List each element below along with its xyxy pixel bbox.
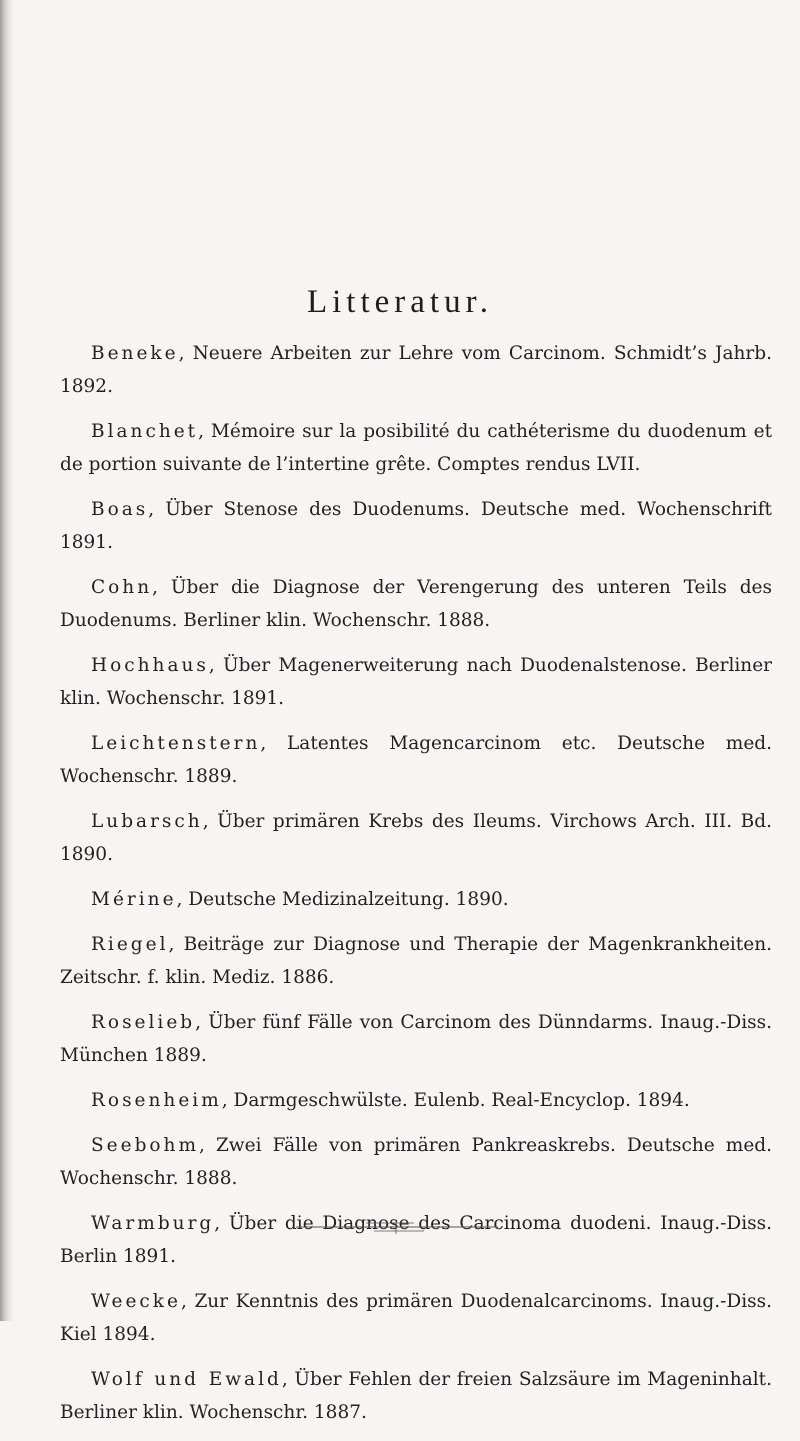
bibliography-entry — [60, 493, 772, 559]
bibliography-entry — [60, 928, 772, 994]
entry-author: Seebohm — [91, 1135, 200, 1156]
entry-author: Roselieb — [91, 1012, 196, 1033]
bibliography-entry — [60, 1285, 772, 1351]
entry-text: , Mémoire sur la posibilité du cathéterisme du duodenum et de portion suivante de l’intertine grête. Comptes rendus LVII. — [60, 421, 772, 475]
entry-author: Warmburg — [91, 1213, 215, 1234]
entry-text: , Deutsche Medizinalzeitung. 1890. — [176, 889, 509, 910]
bibliography-entry — [60, 727, 772, 793]
entry-author: Wolf und Ewald — [91, 1369, 282, 1390]
entry-text: , Zur Kenntnis des primären Duodenalcarcinoms. Inaug.-Diss. Kiel 1894. — [60, 1291, 772, 1345]
entry-author: Hochhaus — [91, 655, 209, 676]
bibliography-entry — [60, 1363, 772, 1429]
entry-author: Beneke — [91, 343, 179, 364]
page-title: Litteratur. — [306, 284, 494, 321]
entry-author: Weecke — [91, 1291, 181, 1312]
entry-text: , Neuere Arbeiten zur Lehre vom Carcinom. Schmidt’s Jahrb. 1892. — [60, 343, 772, 397]
page-binding-edge — [0, 0, 14, 1321]
entry-author: Rosenheim — [91, 1090, 222, 1111]
entry-text: , Über die Diagnose der Verengerung des unteren Teils des Duodenums. Berliner klin. Wochenschr. 1888. — [60, 577, 772, 631]
entry-text: , Beiträge zur Diagnose und Therapie der Magenkrankheiten. Zeitschr. f. klin. Mediz. 1886. — [60, 934, 772, 988]
bibliography-entry — [60, 571, 772, 637]
bibliography-entry — [60, 1129, 772, 1195]
entry-author: Cohn — [91, 577, 153, 598]
entry-text: , Über Fehlen der freien Salzsäure im Mageninhalt. Berliner klin. Wochenschr. 1887. — [60, 1369, 772, 1423]
bibliography-entry — [60, 415, 772, 481]
entry-text: , Über die Diagnose des Carcinoma duodeni. Inaug.-Diss. Berlin 1891. — [60, 1213, 772, 1267]
entry-text: , Über Stenose des Duodenums. Deutsche med. Wochenschrift 1891. — [60, 499, 772, 553]
bibliography-list — [60, 337, 772, 1441]
entry-text: , Über Magenerweiterung nach Duodenalstenose. Berliner klin. Wochenschr. 1891. — [60, 655, 772, 709]
bibliography-entry — [60, 1084, 772, 1117]
entry-text: , Latentes Magencarcinom etc. Deutsche med. Wochenschr. 1889. — [60, 733, 772, 787]
entry-author: Mérine — [91, 889, 177, 910]
entry-text: , Darmgeschwülste. Eulenb. Real-Encyclop. 1894. — [221, 1090, 690, 1111]
entry-text: , Über fünf Fälle von Carcinom des Dünndarms. Inaug.-Diss. München 1889. — [60, 1012, 772, 1066]
bibliography-entry — [60, 1006, 772, 1072]
bibliography-entry — [60, 883, 772, 916]
entry-author: Lubarsch — [91, 811, 203, 832]
bibliography-entry — [60, 337, 772, 403]
entry-author: Boas — [91, 499, 149, 520]
entry-author: Leichtenstern — [91, 733, 261, 754]
entry-text: , Über primären Krebs des Ileums. Virchows Arch. III. Bd. 1890. — [60, 811, 772, 865]
end-ornament — [296, 1216, 498, 1238]
entry-author: Blanchet — [91, 421, 199, 442]
bibliography-entry — [60, 805, 772, 871]
bibliography-entry — [60, 649, 772, 715]
entry-text: , Zwei Fälle von primären Pankreaskrebs. Deutsche med. Wochenschr. 1888. — [60, 1135, 772, 1189]
entry-author: Riegel — [91, 934, 169, 955]
